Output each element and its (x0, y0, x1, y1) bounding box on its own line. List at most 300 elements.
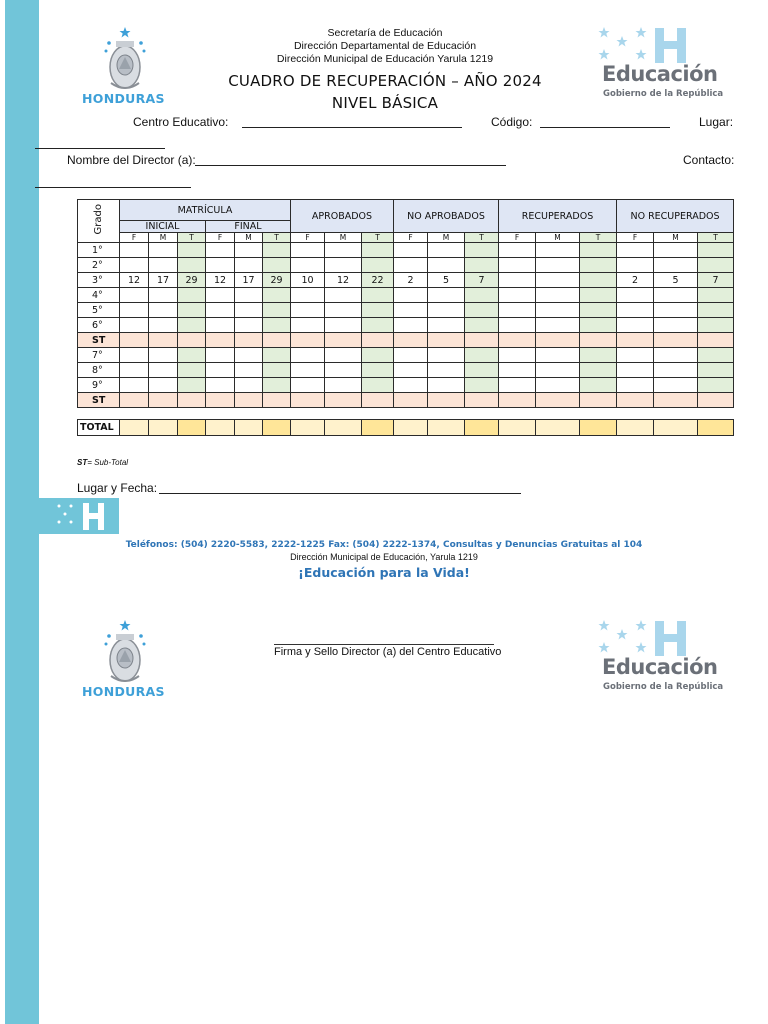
grado-cell: 6° (78, 318, 120, 333)
data-cell[interactable] (291, 333, 325, 348)
data-cell[interactable] (362, 243, 394, 258)
data-cell[interactable] (536, 258, 580, 273)
total-cell[interactable] (698, 420, 734, 436)
table-row (78, 378, 734, 393)
page-subtitle: NIVEL BÁSICA (331, 94, 439, 112)
data-cell[interactable] (325, 333, 362, 348)
data-cell[interactable] (362, 288, 394, 303)
data-cell[interactable] (428, 243, 465, 258)
data-cell[interactable] (698, 333, 734, 348)
data-cell[interactable] (465, 318, 499, 333)
data-cell[interactable] (654, 348, 698, 363)
data-cell[interactable] (617, 363, 654, 378)
honduras-seal-logo-bottom (78, 618, 178, 703)
data-cell[interactable] (698, 393, 734, 408)
data-cell[interactable]: 5 (654, 273, 698, 288)
director-label: Nombre del Director (a): (67, 153, 196, 167)
col-f-header: F (120, 233, 149, 243)
data-cell[interactable] (536, 318, 580, 333)
table-row (78, 243, 734, 258)
subtotal-row (78, 393, 734, 408)
data-cell[interactable]: 29 (178, 273, 206, 288)
data-cell[interactable] (325, 378, 362, 393)
data-cell[interactable] (465, 378, 499, 393)
data-cell[interactable] (698, 378, 734, 393)
grado-cell: 2° (78, 258, 120, 273)
lugar-field[interactable] (35, 136, 165, 149)
total-cell[interactable] (206, 420, 235, 436)
data-cell[interactable] (362, 303, 394, 318)
data-cell[interactable] (617, 258, 654, 273)
data-cell[interactable] (120, 303, 149, 318)
data-cell[interactable] (580, 363, 617, 378)
grado-cell: 3° (78, 273, 120, 288)
data-cell[interactable] (178, 348, 206, 363)
col-m-header: M (325, 233, 362, 243)
data-cell[interactable] (325, 348, 362, 363)
total-cell[interactable] (465, 420, 499, 436)
header-line-2: Dirección Departamental de Educación (293, 40, 477, 52)
data-cell[interactable] (536, 393, 580, 408)
data-cell[interactable] (235, 333, 263, 348)
data-cell[interactable] (428, 303, 465, 318)
data-cell[interactable] (617, 348, 654, 363)
data-cell[interactable] (654, 333, 698, 348)
header-line-1: Secretaría de Educación (327, 27, 443, 39)
stars-h-icon (598, 25, 718, 65)
data-cell[interactable] (362, 318, 394, 333)
data-cell[interactable]: 2 (617, 273, 654, 288)
data-cell[interactable] (263, 378, 291, 393)
total-cell[interactable] (499, 420, 536, 436)
data-cell[interactable] (536, 378, 580, 393)
lugar-label: Lugar: (699, 115, 734, 129)
col-f-header: F (499, 233, 536, 243)
data-cell[interactable] (325, 288, 362, 303)
data-cell[interactable] (499, 273, 536, 288)
total-cell[interactable] (654, 420, 698, 436)
data-cell[interactable] (394, 258, 428, 273)
table-row (78, 348, 734, 363)
seal-country-name: HONDURAS (82, 684, 165, 699)
data-cell[interactable] (698, 348, 734, 363)
table-row (78, 318, 734, 333)
signature-line[interactable] (274, 644, 494, 645)
data-cell[interactable] (654, 363, 698, 378)
total-cell[interactable] (291, 420, 325, 436)
data-cell[interactable] (206, 378, 235, 393)
data-cell[interactable] (235, 363, 263, 378)
gobierno-subtitle: Gobierno de la República (603, 682, 724, 692)
data-cell[interactable] (263, 303, 291, 318)
data-cell[interactable] (394, 288, 428, 303)
final-header: FINAL (206, 221, 291, 233)
educacion-logo-bottom (598, 618, 728, 703)
data-cell[interactable] (394, 378, 428, 393)
codigo-field[interactable] (540, 115, 670, 128)
data-cell[interactable]: 12 (325, 273, 362, 288)
data-cell[interactable]: 22 (362, 273, 394, 288)
total-cell[interactable] (428, 420, 465, 436)
data-cell[interactable] (394, 348, 428, 363)
data-cell[interactable] (394, 363, 428, 378)
data-cell[interactable] (362, 378, 394, 393)
data-cell[interactable] (206, 333, 235, 348)
data-cell[interactable] (536, 243, 580, 258)
data-cell[interactable] (499, 303, 536, 318)
data-cell[interactable] (291, 318, 325, 333)
data-cell[interactable] (580, 333, 617, 348)
col-m-header: M (536, 233, 580, 243)
data-cell[interactable] (698, 288, 734, 303)
data-cell[interactable] (235, 393, 263, 408)
data-cell[interactable] (149, 288, 178, 303)
director-field[interactable] (195, 153, 506, 166)
data-cell[interactable] (120, 378, 149, 393)
grado-cell: 5° (78, 303, 120, 318)
data-cell[interactable] (149, 363, 178, 378)
data-cell[interactable]: 29 (263, 273, 291, 288)
data-cell[interactable] (617, 303, 654, 318)
table-row (78, 273, 734, 288)
data-cell[interactable] (698, 303, 734, 318)
data-cell[interactable] (149, 303, 178, 318)
subtotal-row (78, 333, 734, 348)
educacion-wordmark: Educación (602, 62, 718, 86)
data-cell[interactable] (235, 318, 263, 333)
col-t-header: T (178, 233, 206, 243)
data-cell[interactable] (580, 273, 617, 288)
st-note: ST= Sub-Total (77, 458, 129, 467)
data-cell[interactable] (698, 258, 734, 273)
data-cell[interactable] (654, 318, 698, 333)
data-cell[interactable] (362, 348, 394, 363)
data-cell[interactable] (465, 348, 499, 363)
data-cell[interactable] (617, 393, 654, 408)
header-line-3: Dirección Municipal de Educación Yarula 1219 (276, 53, 494, 65)
data-cell[interactable] (499, 258, 536, 273)
data-cell[interactable] (325, 363, 362, 378)
data-cell[interactable] (580, 318, 617, 333)
data-cell[interactable] (428, 348, 465, 363)
data-cell[interactable] (362, 363, 394, 378)
matricula-header: MATRÍCULA (120, 200, 291, 221)
data-cell[interactable] (206, 288, 235, 303)
data-cell[interactable] (120, 258, 149, 273)
data-cell[interactable] (149, 378, 178, 393)
data-cell[interactable] (536, 273, 580, 288)
data-cell[interactable] (291, 393, 325, 408)
data-cell[interactable] (465, 258, 499, 273)
aprobados-header: APROBADOS (291, 200, 394, 233)
col-m-header: M (428, 233, 465, 243)
col-f-header: F (291, 233, 325, 243)
data-cell[interactable] (580, 378, 617, 393)
contacto-label: Contacto: (683, 153, 735, 167)
data-cell[interactable] (536, 333, 580, 348)
col-m-header: M (235, 233, 263, 243)
data-cell[interactable] (536, 288, 580, 303)
data-cell[interactable] (178, 333, 206, 348)
data-cell[interactable] (149, 318, 178, 333)
col-f-header: F (206, 233, 235, 243)
col-t-header: T (580, 233, 617, 243)
data-cell[interactable]: 7 (465, 273, 499, 288)
data-cell[interactable] (178, 303, 206, 318)
data-cell[interactable] (580, 258, 617, 273)
stars-h-white-icon (39, 498, 119, 534)
col-t-header: T (362, 233, 394, 243)
col-m-header: M (149, 233, 178, 243)
total-label: TOTAL (78, 420, 120, 436)
data-cell[interactable] (428, 393, 465, 408)
data-cell[interactable] (698, 363, 734, 378)
data-cell[interactable] (235, 288, 263, 303)
data-cell[interactable] (654, 288, 698, 303)
educacion-logo (598, 25, 728, 110)
data-cell[interactable] (499, 333, 536, 348)
data-cell[interactable] (394, 318, 428, 333)
data-cell[interactable] (206, 318, 235, 333)
data-cell[interactable] (654, 243, 698, 258)
data-cell[interactable] (536, 348, 580, 363)
data-cell[interactable] (465, 393, 499, 408)
data-cell[interactable] (394, 243, 428, 258)
grado-header: Grado (78, 200, 120, 243)
data-cell[interactable]: 7 (698, 273, 734, 288)
data-cell[interactable] (580, 393, 617, 408)
data-cell[interactable] (362, 393, 394, 408)
data-cell[interactable] (149, 243, 178, 258)
total-cell[interactable] (149, 420, 178, 436)
data-cell[interactable] (654, 303, 698, 318)
data-cell[interactable] (149, 333, 178, 348)
data-cell[interactable] (291, 288, 325, 303)
data-cell[interactable] (362, 333, 394, 348)
data-cell[interactable] (428, 288, 465, 303)
data-cell[interactable] (235, 243, 263, 258)
data-cell[interactable] (178, 393, 206, 408)
data-cell[interactable]: 12 (120, 273, 149, 288)
data-cell[interactable] (263, 333, 291, 348)
data-cell[interactable] (499, 393, 536, 408)
data-cell[interactable] (178, 378, 206, 393)
data-cell[interactable] (499, 288, 536, 303)
data-cell[interactable] (206, 393, 235, 408)
side-color-band (5, 0, 39, 1024)
page-title: CUADRO DE RECUPERACIÓN – AÑO 2024 (228, 72, 542, 90)
contacto-field[interactable] (35, 175, 191, 188)
data-cell[interactable]: 2 (394, 273, 428, 288)
signature-label: Firma y Sello Director (a) del Centro Educativo (274, 646, 502, 658)
inicial-header: INICIAL (120, 221, 206, 233)
codigo-label: Código: (491, 115, 533, 129)
grado-cell: 8° (78, 363, 120, 378)
data-cell[interactable] (149, 393, 178, 408)
grado-cell: 9° (78, 378, 120, 393)
data-cell[interactable] (120, 288, 149, 303)
col-f-header: F (617, 233, 654, 243)
data-cell[interactable] (499, 318, 536, 333)
data-cell[interactable] (206, 258, 235, 273)
total-row (78, 420, 734, 436)
data-cell[interactable] (263, 258, 291, 273)
total-cell[interactable] (617, 420, 654, 436)
educacion-wordmark: Educación (602, 655, 718, 679)
total-cell[interactable] (580, 420, 617, 436)
data-cell[interactable] (291, 363, 325, 378)
data-cell[interactable] (465, 303, 499, 318)
data-cell[interactable] (428, 258, 465, 273)
data-cell[interactable] (465, 243, 499, 258)
data-cell[interactable] (263, 243, 291, 258)
table-row (78, 288, 734, 303)
data-cell[interactable] (325, 393, 362, 408)
footer-phones: Teléfonos: (504) 2220-5583, 2222-1225 Fax: (504) 2222-1374, Consultas y Denuncias Gratuitas al 104 (125, 540, 643, 550)
centro-educativo-label: Centro Educativo: (133, 115, 229, 129)
data-cell[interactable] (362, 258, 394, 273)
table-row (78, 363, 734, 378)
total-cell[interactable] (120, 420, 149, 436)
data-cell[interactable] (394, 393, 428, 408)
total-cell[interactable] (362, 420, 394, 436)
data-cell[interactable] (580, 243, 617, 258)
data-cell[interactable] (580, 303, 617, 318)
data-cell[interactable] (120, 363, 149, 378)
data-cell[interactable] (465, 333, 499, 348)
total-cell[interactable] (325, 420, 362, 436)
data-cell[interactable] (235, 348, 263, 363)
data-cell[interactable] (698, 318, 734, 333)
data-cell[interactable]: 12 (206, 273, 235, 288)
data-cell[interactable] (617, 243, 654, 258)
footer-address: Dirección Municipal de Educación, Yarula 1219 (290, 552, 478, 562)
data-cell[interactable] (617, 318, 654, 333)
data-cell[interactable] (178, 363, 206, 378)
grado-cell: 1° (78, 243, 120, 258)
data-cell[interactable] (178, 243, 206, 258)
data-cell[interactable] (178, 318, 206, 333)
data-cell[interactable] (206, 303, 235, 318)
table-row (78, 303, 734, 318)
total-cell[interactable] (536, 420, 580, 436)
data-cell[interactable] (263, 393, 291, 408)
data-cell[interactable] (120, 393, 149, 408)
data-cell[interactable] (654, 258, 698, 273)
data-cell[interactable] (235, 378, 263, 393)
data-cell[interactable] (263, 363, 291, 378)
data-cell[interactable] (428, 333, 465, 348)
total-cell[interactable] (178, 420, 206, 436)
lugar-fecha-field[interactable] (159, 481, 521, 494)
total-cell[interactable] (394, 420, 428, 436)
data-cell[interactable] (654, 393, 698, 408)
seal-country-name: HONDURAS (82, 91, 165, 106)
data-cell[interactable] (617, 333, 654, 348)
data-cell[interactable] (580, 288, 617, 303)
data-cell[interactable] (654, 378, 698, 393)
data-cell[interactable] (120, 348, 149, 363)
data-cell[interactable] (291, 378, 325, 393)
data-cell[interactable]: 17 (235, 273, 263, 288)
data-cell[interactable] (394, 303, 428, 318)
gobierno-subtitle: Gobierno de la República (603, 89, 724, 99)
data-cell[interactable] (263, 318, 291, 333)
data-cell[interactable] (325, 243, 362, 258)
centro-educativo-field[interactable] (242, 115, 462, 128)
data-cell[interactable] (428, 363, 465, 378)
data-cell[interactable] (536, 303, 580, 318)
data-cell[interactable] (263, 348, 291, 363)
grado-cell: ST (78, 393, 120, 408)
data-cell[interactable] (291, 303, 325, 318)
data-cell[interactable] (263, 288, 291, 303)
data-cell[interactable]: 5 (428, 273, 465, 288)
grado-cell: ST (78, 333, 120, 348)
data-cell[interactable] (465, 363, 499, 378)
data-cell[interactable]: 17 (149, 273, 178, 288)
data-cell[interactable] (291, 258, 325, 273)
stars-h-icon (598, 618, 718, 658)
data-cell[interactable] (120, 333, 149, 348)
data-cell[interactable] (428, 378, 465, 393)
no-recuperados-header: NO RECUPERADOS (617, 200, 734, 233)
data-cell[interactable] (120, 243, 149, 258)
data-cell[interactable] (394, 333, 428, 348)
data-cell[interactable] (325, 303, 362, 318)
table-row (78, 258, 734, 273)
data-cell[interactable] (235, 258, 263, 273)
data-cell[interactable] (617, 378, 654, 393)
data-cell[interactable] (465, 288, 499, 303)
data-cell[interactable] (698, 243, 734, 258)
data-cell[interactable] (536, 363, 580, 378)
data-cell[interactable] (120, 318, 149, 333)
data-cell[interactable] (325, 258, 362, 273)
data-cell[interactable] (206, 348, 235, 363)
seal-icon (78, 618, 178, 688)
honduras-seal-logo (78, 25, 178, 110)
data-cell[interactable] (206, 363, 235, 378)
lugar-fecha-label: Lugar y Fecha: (77, 481, 158, 495)
data-cell[interactable] (291, 243, 325, 258)
data-cell[interactable] (149, 348, 178, 363)
data-cell[interactable] (499, 348, 536, 363)
data-cell[interactable] (499, 243, 536, 258)
data-cell[interactable] (235, 303, 263, 318)
data-cell[interactable] (499, 363, 536, 378)
data-cell[interactable] (499, 378, 536, 393)
data-cell[interactable] (178, 258, 206, 273)
grado-cell: 7° (78, 348, 120, 363)
no-aprobados-header: NO APROBADOS (394, 200, 499, 233)
data-cell[interactable] (178, 288, 206, 303)
data-cell[interactable] (428, 318, 465, 333)
data-cell[interactable] (149, 258, 178, 273)
data-cell[interactable] (291, 348, 325, 363)
data-cell[interactable] (325, 318, 362, 333)
seal-icon (78, 25, 178, 95)
data-cell[interactable] (206, 243, 235, 258)
data-cell[interactable] (580, 348, 617, 363)
data-cell[interactable] (617, 288, 654, 303)
recuperados-header: RECUPERADOS (499, 200, 617, 233)
col-t-header: T (263, 233, 291, 243)
total-cell[interactable] (235, 420, 263, 436)
footer-h-tab (39, 498, 119, 534)
data-cell[interactable]: 10 (291, 273, 325, 288)
total-cell[interactable] (263, 420, 291, 436)
